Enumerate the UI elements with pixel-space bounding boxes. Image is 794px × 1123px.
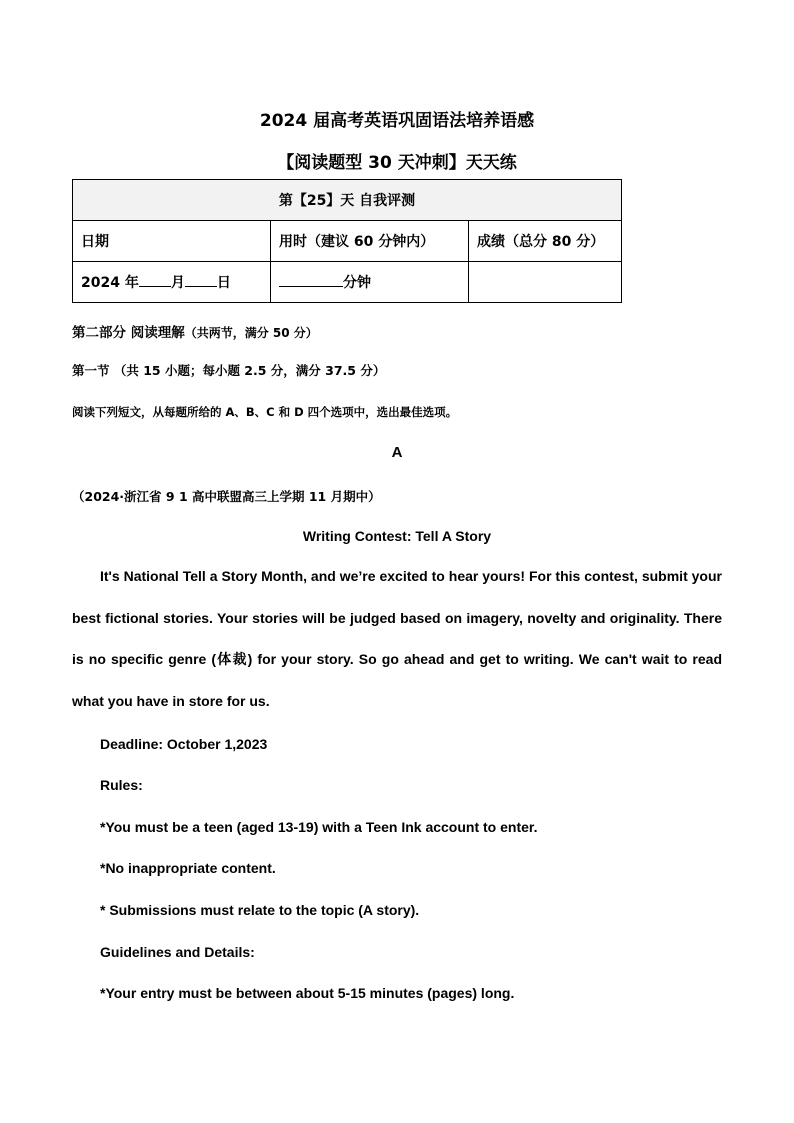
- time-unit-label: 分钟: [343, 275, 371, 291]
- eval-time-cell[interactable]: [271, 262, 469, 303]
- eval-score-cell[interactable]: [469, 262, 622, 303]
- rule-item: * Submissions must relate to the topic (A story).: [100, 902, 420, 918]
- passage-letter: A: [391, 444, 403, 461]
- passage-paragraph: It's National Tell a Story Month, and we’re excited to hear yours! For this contest, submit your best fictional stories. Your stories will be judged based on imagery, novelty and originality. There is no specific genre (体裁) for your story. So go ahead and get to writing. We can't wait to read what you have in store for us.: [72, 568, 722, 709]
- minutes-blank[interactable]: [279, 286, 343, 287]
- month-blank[interactable]: [139, 286, 171, 287]
- eval-date-header: 日期: [73, 221, 271, 262]
- self-evaluation-table: [72, 179, 622, 303]
- doc-title: 2024 届高考英语巩固语法培养语感: [259, 111, 535, 131]
- passage-source: （2024·浙江省 9 1 高中联盟高三上学期 11 月期中）: [72, 489, 381, 504]
- date-year-label: 2024 年: [81, 275, 139, 291]
- part-label: 第二部分 阅读理解: [72, 325, 185, 341]
- rule-item: *No inappropriate content.: [100, 860, 276, 876]
- eval-table-title: 第【25】天 自我评测: [73, 180, 622, 221]
- eval-date-cell[interactable]: [73, 262, 271, 303]
- date-month-label: 月: [170, 275, 185, 291]
- doc-subtitle: 【阅读题型 30 天冲刺】天天练: [277, 153, 517, 173]
- instruction-text: 阅读下列短文，从每题所给的 A、B、C 和 D 四个选项中，选出最佳选项。: [72, 405, 458, 419]
- section-heading: 第一节 （共 15 小题；每小题 2.5 分，满分 37.5 分）: [72, 363, 386, 378]
- date-day-label: 日: [216, 275, 231, 291]
- guideline-item: *Your entry must be between about 5-15 minutes (pages) long.: [100, 985, 515, 1001]
- part-heading: [72, 321, 318, 341]
- eval-score-header: 成绩（总分 80 分）: [469, 221, 622, 262]
- guidelines-heading: Guidelines and Details:: [100, 944, 255, 960]
- rules-heading: Rules:: [100, 777, 143, 793]
- passage-title: Writing Contest: Tell A Story: [302, 528, 492, 544]
- rule-item: *You must be a teen (aged 13-19) with a Teen Ink account to enter.: [100, 819, 538, 835]
- deadline-text: Deadline: October 1,2023: [100, 736, 268, 752]
- part-note: （共两节，满分 50 分）: [184, 326, 318, 340]
- day-blank[interactable]: [185, 286, 217, 287]
- eval-time-header: 用时（建议 60 分钟内）: [271, 221, 469, 262]
